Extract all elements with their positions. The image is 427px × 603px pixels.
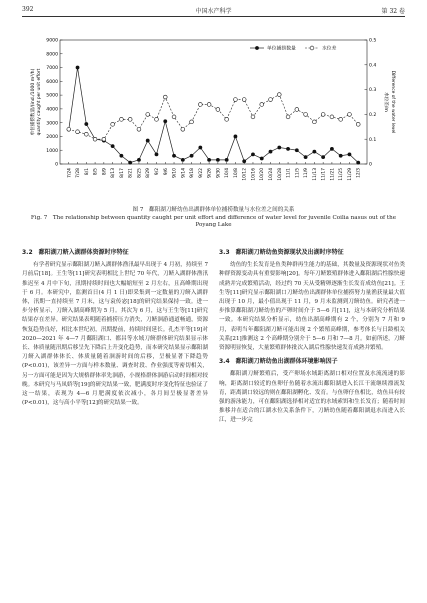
x-axis-tick-label: 9/10 xyxy=(172,168,178,178)
right-axis-label-cn: 水位差/m xyxy=(383,92,388,112)
point-water-level xyxy=(234,98,238,102)
x-axis-tick-label: 9/6 xyxy=(163,168,169,176)
point-quantity xyxy=(356,161,360,165)
point-quantity xyxy=(312,150,316,154)
left-axis-label-en: quantity caught per unit effort xyxy=(37,68,42,136)
point-water-level xyxy=(339,117,343,121)
x-axis-tick-label: 9/30 xyxy=(216,168,222,178)
point-water-level xyxy=(277,93,281,97)
legend-label-water-level: 水位差 xyxy=(322,46,337,52)
section-3-4-paragraph: 鄱阳湖刀鲚繁殖后，受产卵场水域距离湖口相对位置及水流流速的影响，距离湖口较近的鱼卵仔鱼随着水流出鄱阳湖进入长江干流继续漂流发育，距离湖口较远的则在鄱阳湖孵化、发育。与鱼卵仔鱼相比，幼鱼具有较强的游泳能力，可在鄱阳湖选择相对适宜的水域索饵和生长发育；随着时间推移并在适合的江湖水位关系条件下，刀鲚幼鱼随着鄱阳湖退水而进入长江，进一步完 xyxy=(219,371,405,424)
point-water-level xyxy=(128,117,132,121)
figure-7-chart xyxy=(22,28,405,204)
x-axis-tick-label: 7/28 xyxy=(76,168,82,178)
point-quantity xyxy=(120,154,124,158)
point-quantity xyxy=(339,154,343,158)
point-quantity xyxy=(269,150,273,154)
x-axis-tick-label: 8/29 xyxy=(146,168,152,178)
x-axis-tick-label: 10/4 xyxy=(225,168,231,178)
point-quantity xyxy=(295,148,299,152)
point-quantity xyxy=(304,155,308,159)
x-axis-tick-label: 8/25 xyxy=(137,168,143,178)
x-axis-tick-label: 11/1 xyxy=(286,168,292,178)
right-axis-tick-label: 0.3 xyxy=(369,88,377,94)
point-quantity xyxy=(198,146,202,150)
left-axis-tick-label: 2000 xyxy=(46,135,58,141)
point-quantity xyxy=(277,146,281,150)
point-quantity xyxy=(321,155,325,159)
x-axis-tick-label: 10/16 xyxy=(251,168,257,181)
x-axis-tick-label: 8/17 xyxy=(119,168,125,178)
plot-frame xyxy=(60,40,367,164)
point-water-level xyxy=(260,103,264,107)
point-water-level xyxy=(312,120,316,124)
point-water-level xyxy=(269,98,273,102)
point-quantity xyxy=(242,159,246,163)
section-3-4-title: 3.4 鄱阳湖刀鲚幼鱼出湖群体环境影响因子 xyxy=(219,358,338,366)
point-quantity xyxy=(234,135,238,139)
x-axis-tick-label: 11/13 xyxy=(312,168,318,181)
x-axis-tick-label: 10/24 xyxy=(269,168,275,181)
point-quantity xyxy=(84,122,88,126)
legend-marker-quantity xyxy=(255,46,259,50)
right-axis-tick-label: 0.5 xyxy=(369,38,377,44)
point-quantity xyxy=(216,158,220,162)
point-water-level xyxy=(172,115,176,119)
point-quantity xyxy=(163,119,167,123)
left-axis-tick-label: 3000 xyxy=(46,121,58,127)
point-quantity xyxy=(137,158,141,162)
point-water-level xyxy=(84,132,88,136)
x-axis-tick-label: 7/24 xyxy=(67,168,73,178)
x-axis-tick-label: 11/29 xyxy=(347,168,353,181)
section-3-3-paragraph: 幼鱼的生长发育是鱼类种群再生能力的基础，其数量及资源现状对鱼类种群资源变动具有重要影响[20]。每年刀鲚繁殖群体进入鄱阳湖后性腺快速成熟并完成繁殖活动，经过约 70 天从受精卵逐渐生长发育成幼鱼[21]。王生等[11]研究显示鄱阳湖口刀鲚幼鱼出湖群体单位捕捞努力量渔获量最大值出现于 10 月，最小值出现于 11 月，9 月未监测到刀鲚幼鱼。研究者进一步推算鄱阳湖刀鲚幼鱼的产卵时间介于 5—6 月[11]，这与本研究分析结果一致。本研究结果分析显示，幼鱼出湖高峰期有 2 个，分别为 7 月和 9 月，表明当年鄱阳湖刀鲚可能出现 2 个繁殖高峰期，参考体长与日龄相关关系[21]推测这 2 个高峰期分别介于 5—6 月和 7—8 月。如前所述，刀鲚资源明显恢复，大量繁殖群体批次入湖后性腺快速发育成熟并繁殖。 xyxy=(219,262,405,352)
point-quantity xyxy=(190,154,194,158)
left-axis-tick-label: 1000 xyxy=(46,148,58,154)
x-axis-tick-label: 11/9 xyxy=(304,168,310,178)
point-water-level xyxy=(146,113,150,117)
point-quantity xyxy=(286,147,290,151)
x-axis-tick-label: 11/17 xyxy=(321,168,327,181)
right-column xyxy=(219,248,405,428)
right-axis-tick-label: 0 xyxy=(369,162,372,168)
x-axis-tick-label: 9/14 xyxy=(181,168,187,178)
left-column xyxy=(22,248,208,410)
point-quantity xyxy=(128,161,132,165)
left-axis-tick-label: 9000 xyxy=(46,38,58,44)
right-axis-tick-label: 0.1 xyxy=(369,137,377,143)
point-water-level xyxy=(348,113,352,117)
point-water-level xyxy=(190,120,194,124)
point-water-level xyxy=(198,103,202,107)
point-water-level xyxy=(93,137,97,141)
point-water-level xyxy=(321,113,325,117)
legend-marker-water-level xyxy=(310,46,314,50)
x-axis-tick-label: 11/21 xyxy=(330,168,336,181)
section-3-2-paragraph: 有学者研究显示鄱阳湖刀鲚入湖群体渔汛最早出现于 4 月初，持续至 7 月前后[18]。王生等[11]研究表明相比上世纪 70 年代，刀鲚入湖群体渔汛推迟至 4 月中下旬，汛期持续时间也大幅缩短至 2 月左右，且高峰期出现于 6 月。本研究中，监测首日(4 月 1 日)即采集到一定数量的刀鲚入湖群体，汛期一直持续至 7 月末，这与袁传宓[18]的研究结果保持一致。进一步分析显示，刀鲚入湖高峰期为 5 月。其次为 6 月，这与王生等[11]研究结果存在差异。研究结果表明随着捕捞压力消失，刀鲚洄游通道畅通，资源恢复趋势良好，相比本世纪初，汛期提前，持续时间延长。孔杰平等[19]对 2020—2021 年 4—7 月鄱阳湖口、都昌等水域刀鲚群体研究结果显示体长、体质量随汛期后移呈先下降后上升变化趋势，而本研究结果显示鄱阳湖刀鲚入湖群体体长、体质量随着洄游时间的后移，呈极显著下降趋势(P<0.01)，该差异一方面与样本数量、调查时段、作业强度等密切相关，另一方面可能是因为大规格群体率先洄游，小规格群体洄游启动时间相对较晚。本研究与马凤娇等[19]的研究结果一致，肥满度时序变化特征也验证了这一结果，表现为 4—6 月肥满度依次减小，各月间呈极显著差异(P<0.01)，这与高小平等[12]的研究结果一致。 xyxy=(22,262,208,407)
page-number: 392 xyxy=(22,6,34,13)
point-quantity xyxy=(155,152,159,156)
point-quantity xyxy=(146,139,150,143)
x-axis-tick-label: 8/9 xyxy=(102,168,108,176)
point-water-level xyxy=(155,117,159,121)
point-water-level xyxy=(242,98,246,102)
left-axis-tick-label: 0 xyxy=(55,162,58,168)
x-axis-tick-label: 8/21 xyxy=(128,168,134,178)
point-water-level xyxy=(251,115,255,119)
legend-label-quantity: 单位捕捞数量 xyxy=(267,46,296,52)
point-water-level xyxy=(120,117,124,121)
right-axis-label-en: Difference of the water level xyxy=(390,70,395,134)
journal-title: 中国水产科学 xyxy=(195,8,232,15)
left-axis-tick-label: 6000 xyxy=(46,79,58,85)
x-axis-tick-label: 12/3 xyxy=(356,168,362,178)
point-quantity xyxy=(181,158,185,162)
x-axis-tick-label: 9/26 xyxy=(207,168,213,178)
left-axis-tick-label: 7000 xyxy=(46,66,58,72)
point-water-level xyxy=(356,122,360,126)
point-water-level xyxy=(76,130,80,134)
left-axis-label-cn: 单位捕捞数量/(ind./1000 m³/h) xyxy=(31,68,36,136)
header-rule xyxy=(22,16,405,17)
x-axis-tick-label: 8/1 xyxy=(84,168,90,176)
point-water-level xyxy=(137,127,141,131)
series-line-quantity xyxy=(69,68,358,163)
point-quantity xyxy=(330,147,334,151)
x-axis-tick-label: 11/25 xyxy=(339,168,345,181)
point-water-level xyxy=(181,127,185,131)
point-water-level xyxy=(207,103,211,107)
point-quantity xyxy=(348,152,352,156)
x-axis-tick-label: 9/18 xyxy=(190,168,196,178)
point-quantity xyxy=(172,154,176,158)
figure-caption-en: Fig. 7 The relationship between quantity caught per unit effort and difference of water level for juvenile Coilia nasus out of the Poyang Lake xyxy=(30,215,397,228)
section-3-2-title: 3.2 鄱阳湖刀鲚入湖群体资源时序特征 xyxy=(22,249,129,256)
point-water-level xyxy=(111,122,115,126)
left-axis-tick-label: 4000 xyxy=(46,107,58,113)
figure-caption-cn: 图 7 鄱阳湖刀鲚幼鱼出湖群体单位捕捞数量与水位差之间的关系 xyxy=(132,207,295,213)
series-line-water-level xyxy=(69,95,358,140)
point-water-level xyxy=(304,113,308,117)
x-axis-tick-label: 9/2 xyxy=(154,168,160,176)
x-axis-tick-label: 10/20 xyxy=(260,168,266,181)
x-axis-tick-label: 11/5 xyxy=(295,168,301,178)
point-quantity xyxy=(251,152,255,156)
section-3-3-title: 3.3 鄱阳湖刀鲚幼鱼资源现状及出湖时序特征 xyxy=(219,249,344,256)
page-header xyxy=(22,6,405,16)
point-quantity xyxy=(260,157,264,161)
left-axis-tick-label: 5000 xyxy=(46,93,58,99)
point-quantity xyxy=(207,158,211,162)
x-axis-tick-label: 8/13 xyxy=(111,168,117,178)
point-water-level xyxy=(225,117,229,121)
point-quantity xyxy=(76,66,80,70)
x-axis-tick-label: 8/5 xyxy=(93,168,99,176)
point-water-level xyxy=(330,115,334,119)
point-quantity xyxy=(225,158,229,162)
point-water-level xyxy=(102,137,106,141)
x-axis-tick-label: 10/8 xyxy=(233,168,239,178)
volume-label: 第 32 卷 xyxy=(381,8,405,15)
x-axis-tick-label: 10/28 xyxy=(277,168,283,181)
point-water-level xyxy=(295,108,299,112)
point-water-level xyxy=(216,108,220,112)
right-axis-tick-label: 0.2 xyxy=(369,113,377,118)
right-axis-tick-label: 0.4 xyxy=(369,63,377,69)
x-axis-tick-label: 9/22 xyxy=(198,168,204,178)
point-water-level xyxy=(286,115,290,119)
left-axis-tick-label: 8000 xyxy=(46,52,58,58)
x-axis-tick-label: 10/12 xyxy=(242,168,248,181)
point-water-level xyxy=(67,127,71,131)
point-quantity xyxy=(111,144,115,148)
point-water-level xyxy=(163,95,167,99)
